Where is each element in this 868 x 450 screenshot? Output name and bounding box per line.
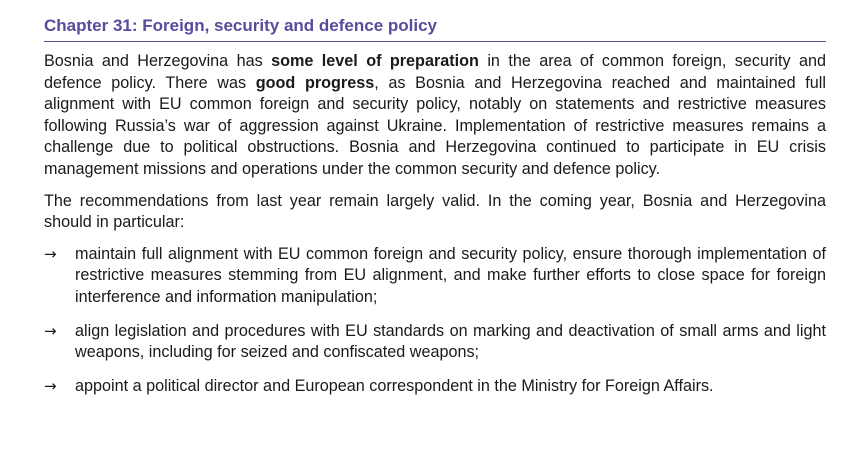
assessment-text-2: in the area of common foreign, security and defence policy. There was: [44, 52, 826, 92]
chapter-heading: [44, 14, 826, 42]
chapter-title: Chapter 31: Foreign, security and defence policy: [44, 16, 437, 35]
arrow-right-icon: →: [44, 244, 57, 263]
recommendations-list: [44, 244, 826, 398]
recommendations-intro: The recommendations from last year remain largely valid. In the coming year, Bosnia and Herzegovina should in particular:: [44, 191, 826, 232]
list-item: [44, 376, 826, 398]
list-item: [44, 321, 826, 364]
assessment-bold-progress: good progress: [255, 73, 375, 92]
recommendation-text: appoint a political director and European correspondent in the Ministry for Foreign Affairs.: [75, 376, 714, 395]
assessment-paragraph: [44, 51, 826, 181]
recommendation-text: maintain full alignment with EU common foreign and security policy, ensure thorough implementation of restrictive measures stemming from EU alignment, and make further efforts to close space for foreign interference and information manipulation;: [75, 244, 826, 306]
list-item: [44, 244, 826, 309]
arrow-right-icon: →: [44, 321, 57, 340]
document-page: [44, 14, 826, 409]
assessment-text-3: , as Bosnia and Herzegovina reached and maintained full alignment with EU common foreign and security policy, notably on statements and restrictive measures following Russia’s war of aggression against Ukraine. Implementation of restrictive measures remains a challenge due to political obstructions. Bosnia and Herzegovina continued to participate in EU crisis management missions and operations under the common security and defence policy.: [44, 73, 826, 178]
assessment-text-1: Bosnia and Herzegovina has: [44, 52, 272, 70]
arrow-right-icon: →: [44, 376, 57, 395]
recommendation-text: align legislation and procedures with EU standards on marking and deactivation of small arms and light weapons, including for seized and confiscated weapons;: [75, 321, 826, 362]
assessment-bold-preparation: some level of preparation: [271, 52, 479, 70]
